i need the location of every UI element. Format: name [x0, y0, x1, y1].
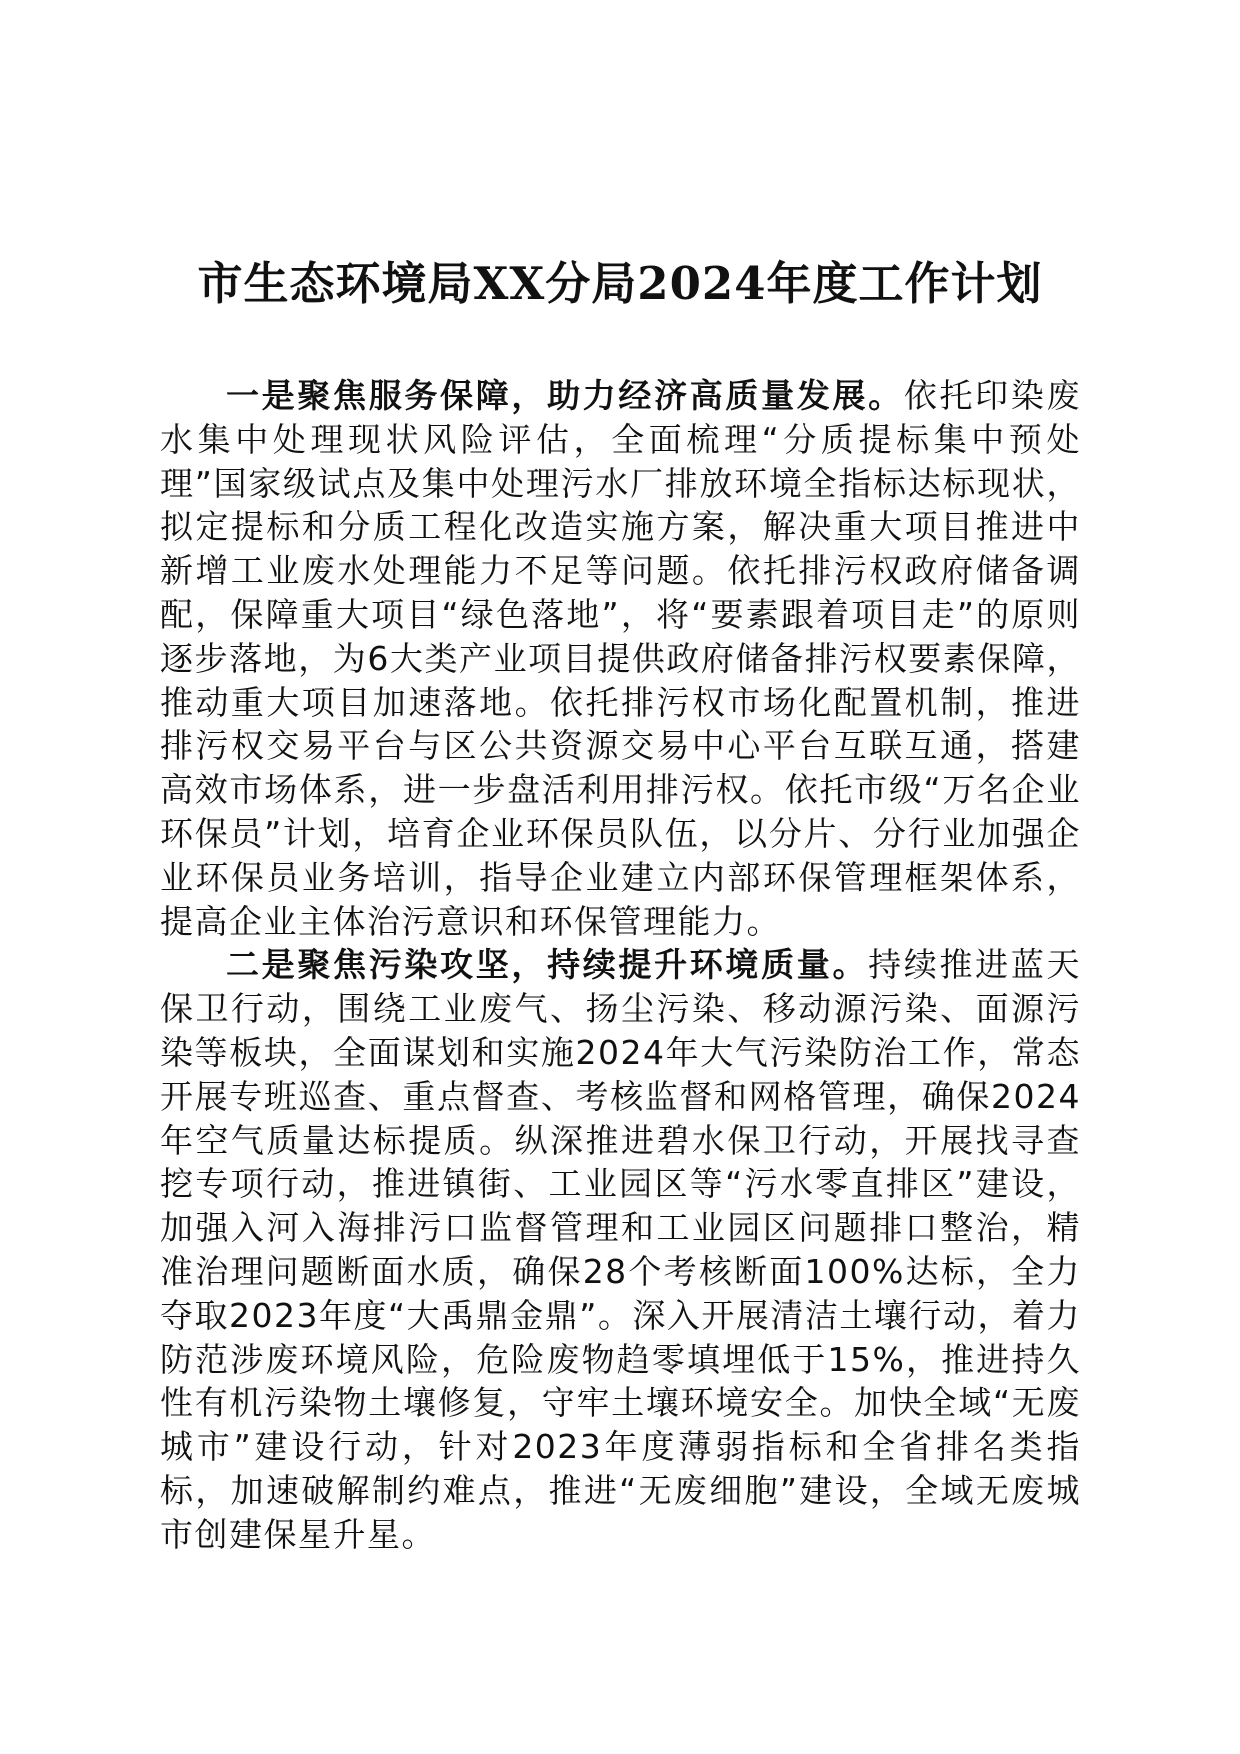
document-title: 市生态环境局XX分局2024年度工作计划	[197, 257, 1043, 310]
paragraph-lead: 一是聚焦服务保障，助力经济高质量发展。	[226, 376, 904, 415]
paragraph-lead: 二是聚焦污染攻坚，持续提升环境质量。	[226, 945, 869, 985]
paragraph-text: 依托印染废水集中处理现状风险评估，全面梳理“分质提标集中预处理”国家级试点及集中处理污水厂排放环境全指标达标现状，拟定提标和分质工程化改造实施方案，解决重大项目推进中新增工业废水处理能力不足等问题。依托排污权政府储备调配，保障重大项目“绿色落地”，将“要素跟着项目走”的原则逐步落地，为6大类产业项目提供政府储备排污权要素保障，推动重大项目加速落地。依托排污权市场化配置机制，推进排污权交易平台与区公共资源交易中心平台互联互通，搭建高效市场体系，进一步盘活利用排污权。依托市级“万名企业环保员”计划，培育企业环保员队伍，以分片、分行业加强企业环保员业务培训，指导企业建立内部环保管理框架体系，提高企业主体治污意识和环保管理能力。	[160, 376, 1082, 941]
document-body	[160, 374, 1081, 1557]
paragraph-service-guarantee	[160, 374, 1081, 943]
paragraph-text: 持续推进蓝天保卫行动，围绕工业废气、扬尘污染、移动源污染、面源污染等板块，全面谋划和实施2024年大气污染防治工作，常态开展专班巡查、重点督查、考核监督和网格管理，确保2024年空气质量达标提质。纵深推进碧水保卫行动，开展找寻查挖专项行动，推进镇街、工业园区等“污水零直排区”建设，加强入河入海排污口监督管理和工业园区问题排口整治，精准治理问题断面水质，确保28个考核断面100%达标，全力夺取2023年度“大禹鼎金鼎”。深入开展清洁土壤行动，着力防范涉废环境风险，危险废物趋零填埋低于15%，推进持久性有机污染物土壤修复，守牢土壤环境安全。加快全域“无废城市”建设行动，针对2023年度薄弱指标和全省排名类指标，加速破解制约难点，推进“无废细胞”建设，全域无废城市创建保星升星。	[160, 945, 1082, 1554]
paragraph-pollution-control	[160, 943, 1081, 1556]
